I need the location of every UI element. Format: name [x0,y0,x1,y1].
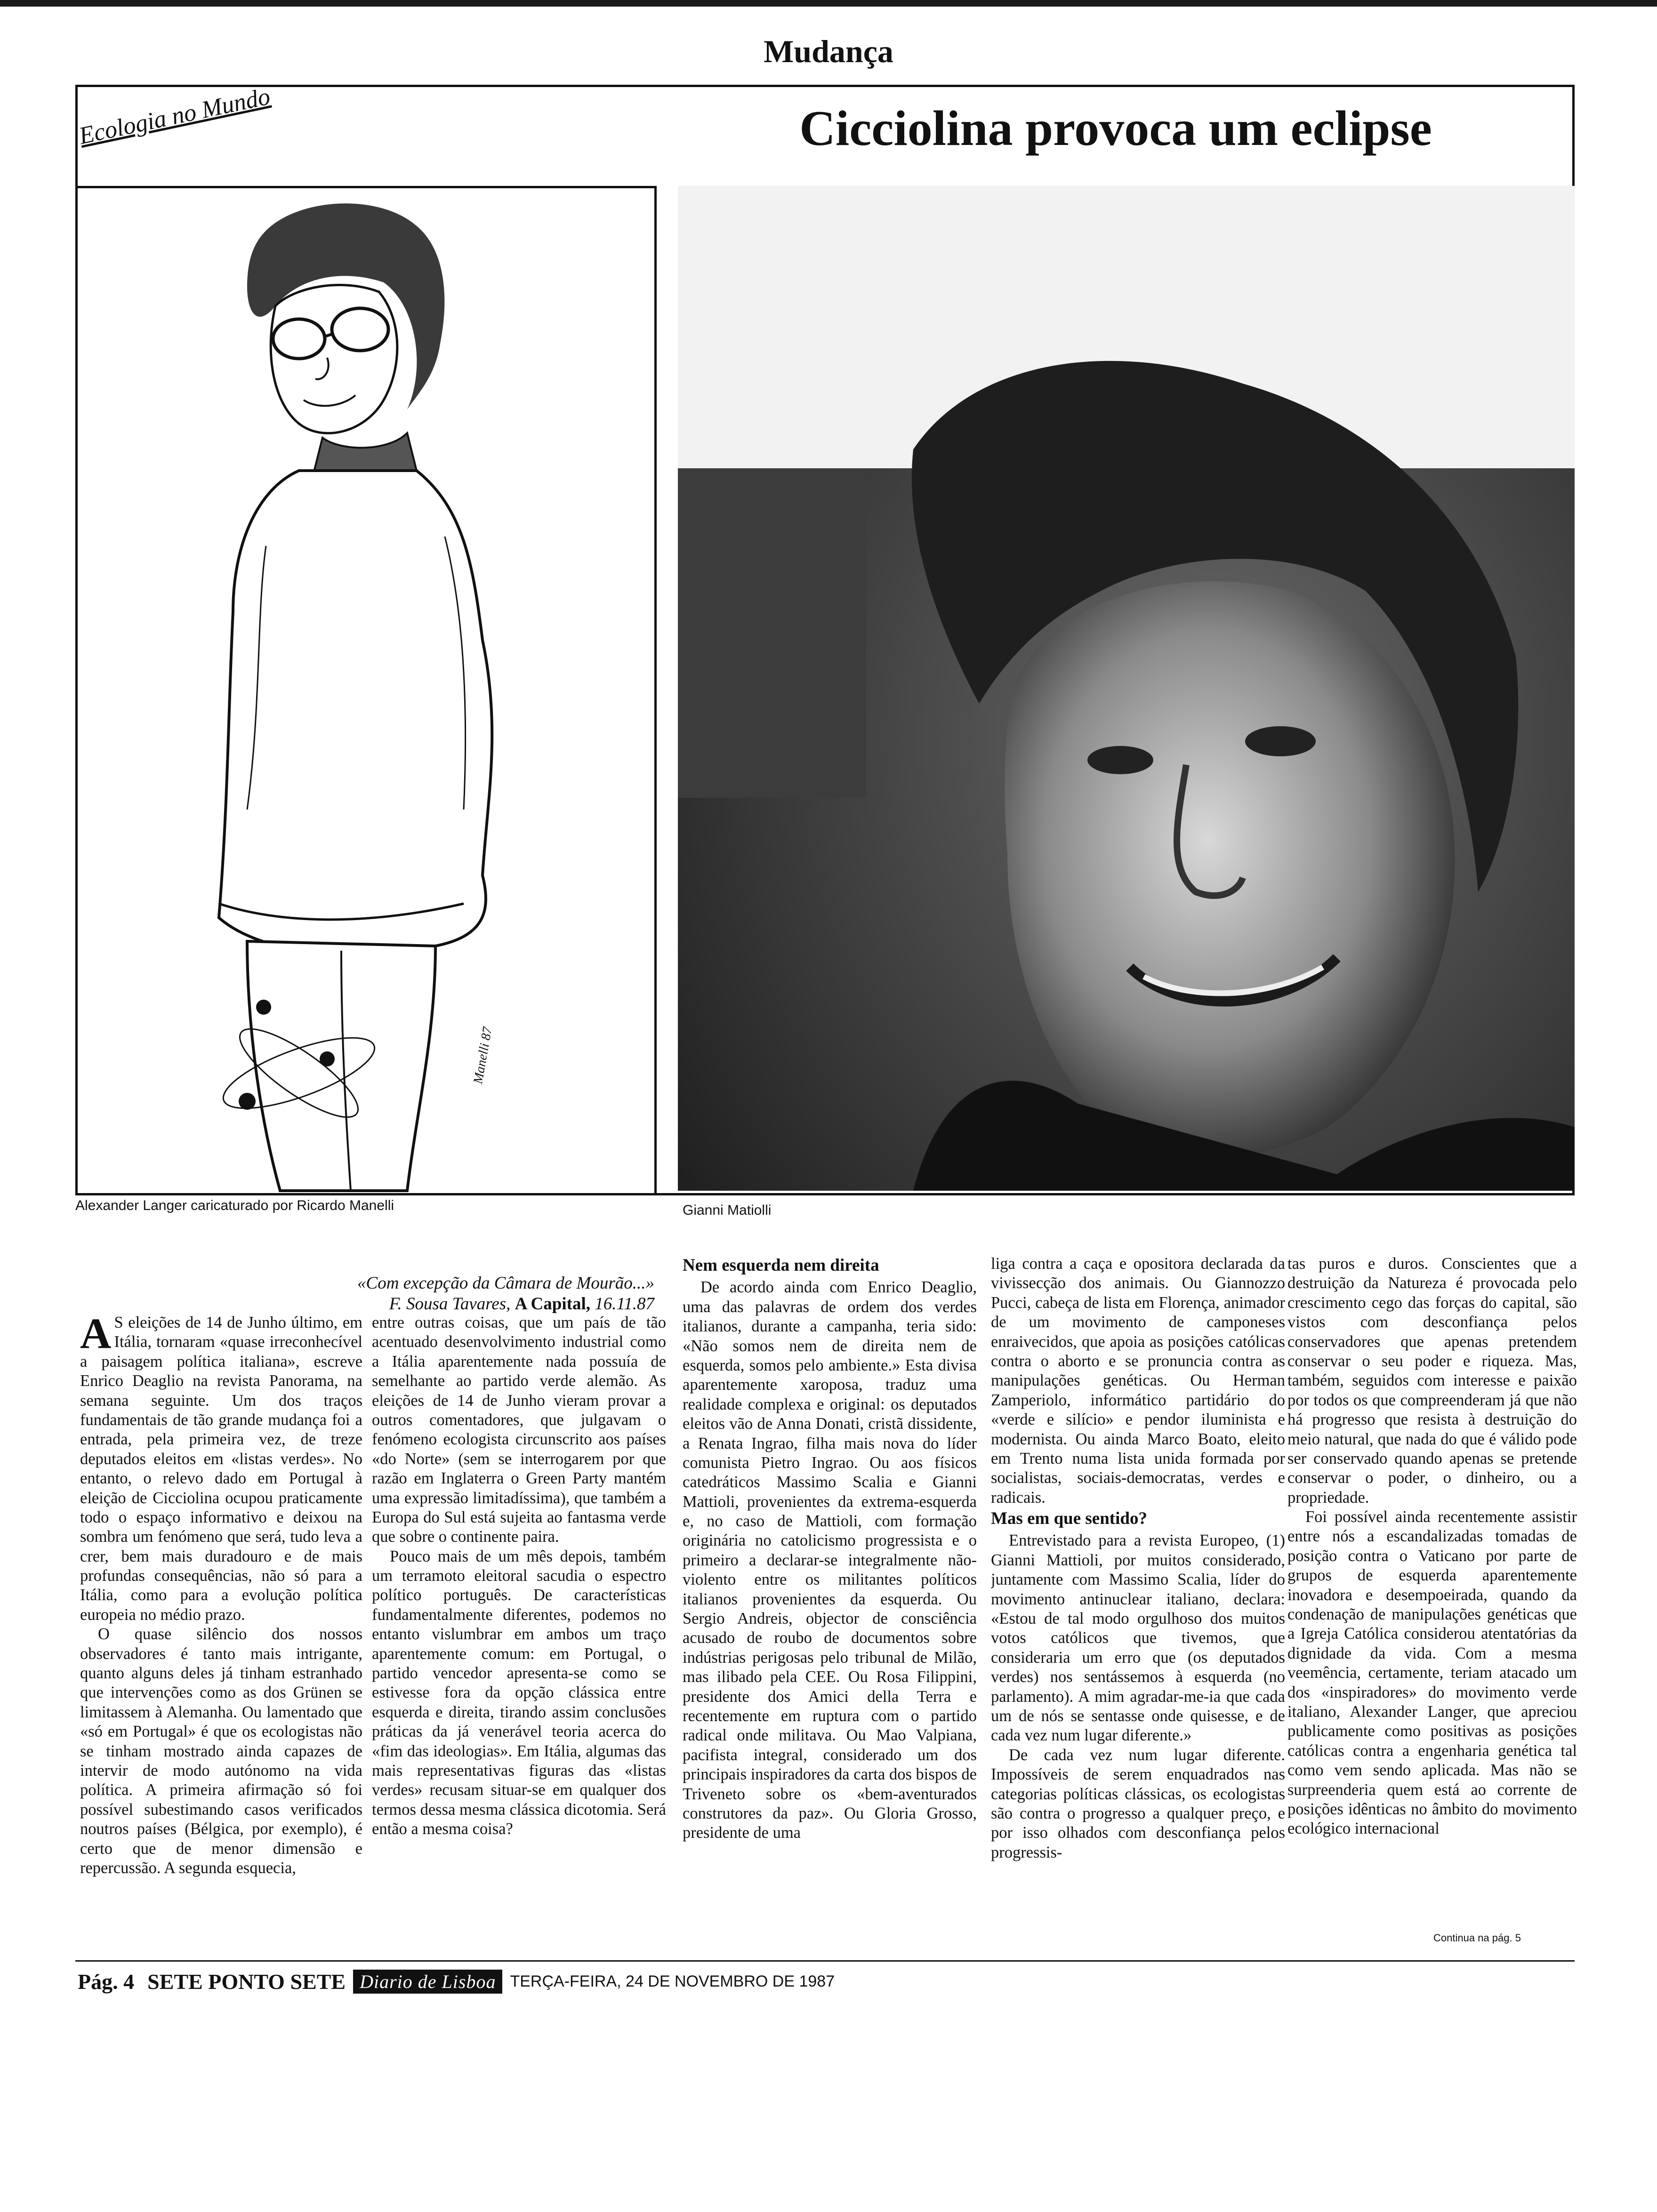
dropcap: A [80,1313,112,1357]
paragraph: entre outras coisas, que um país de tão acentuado desenvolvimento industrial como a Itália aparentemente nada possuía de semelhante ao partido verde alemão. As eleições de 14 de Junho vieram provar a outros comentadores, que julgavam o fenómeno ecologista circunscrito aos países «do Norte» (sem se interrogarem por que razão em Inglaterra o Green Party mantém uma expressão limitadíssima), que também a Europa do Sul está sujeita ao fantasma verde que sobre o continente paira. [372,1314,666,1546]
epigraph-quote [202,1273,654,1315]
paragraph: O quase silêncio dos nossos observadores é tanto mais intrigante, quanto alguns deles já tinham estranhado que intervenções como as dos Grünen se limitassem à Alemanha. Ou lamentado que «só em Portugal» é que os ecologistas não se tinham mostrado ainda capazes de intervir de modo autónomo na vida política. A primeira afirmação só foi possível subestimando casos verificados noutros países (Bélgica, por exemplo), é certo que de menor dimensão e repercussão. A segunda esquecia, [80,1625,362,1877]
top-edge-bar [0,0,1657,7]
headline: Cicciolina provoca um eclipse [799,101,1432,156]
paragraph: De acordo ainda com Enrico Deaglio, uma das palavras de ordem dos verdes italianos, durante a campanha, teria sido: «Não somos nem de direita nem de esquerda, somos pelo ambiente.» Esta divisa aparentemente xaroposa, traduz uma realidade complexa e original: os deputados eleitos vão de Anna Donati, cristã dissidente, a Renata Ingrao, filha mais nova do líder comunista Pietro Ingrao. Ou aos físicos catedráticos Massimo Scalia e Gianni Mattioli, provenientes da extrema-esquerda e, no caso de Mattioli, com formação originária no catolicismo progressista e o primeiro a declarar-se integralmente não-violento entre os militantes políticos italianos provenientes da esquerda. Ou Sergio Andreis, objector de consciência acusado de roubo de documentos sobre indústrias perigosas pelo tribunal de Milão, mas ilibado pela CEE. Ou Rosa Filippini, presidente dos Amici della Terra e recentemente em ruptura com o partido radical onde militava. Ou Mao Valpiana, pacifista integral, considerado um dos principais inspiradores da carta dos bispos de Triveneto sobre os «bem-aventurados construtores da paz». Ou Gloria Grosso, presidente de uma [683,1278,977,1842]
epigraph-attribution [202,1294,654,1314]
subheading: Mas em que sentido? [991,1509,1147,1529]
epigraph-author: F. Sousa Tavares, [389,1294,511,1314]
epigraph-date: 16.11.87 [595,1294,654,1314]
paragraph-text: S eleições de 14 de Junho último, em Itália, tornaram «quase irreconhecível a paisagem política italiana», escreve Enrico Deaglio na revista Panorama, na semana seguinte. Um dos traços fundamentais de tão grande mudança foi a entrada, pela primeira vez, de treze deputados eleitos em «listas verdes». No entanto, o relevo dado em Portugal à eleição de Cicciolina ocupou praticamente todo o espaço informativo e deixou na sombra um fenómeno que será, tudo leva a crer, bem mais duradouro e de mais profundas consequências, não só para a Itália, como para a evolução política europeia no médio prazo. [80,1314,362,1624]
article-column-1 [80,1313,362,1953]
paragraph: liga contra a caça e opositora declarada da vivissecção dos animais. Ou Giannozzo Pucci, cabeça de lista em Florença, animador de um movimento de camponeses enraivecidos, que apoia as posições católicas contra o aborto e se pronuncia contra as manipulações genéticas. Ou Herman Zamperiolo, informático partidário do «verde e silício» e pendor iluminista e modernista. Ou ainda Marco Boato, eleito em Trento numa lista unida formada por socialistas, sociais-democratas, verdes e radicais. [991,1255,1285,1507]
article-column-3 [683,1254,977,1953]
article-column-2 [372,1313,666,1953]
kicker-label: Ecologia no Mundo [76,83,273,150]
footer-rule [75,1960,1575,1962]
illustration-signature: Manelli 87 [471,1026,495,1085]
newspaper-masthead: Diario de Lisboa [353,1970,502,1994]
caption-illustration: Alexander Langer caricaturado por Ricardo Manelli [75,1198,394,1213]
section-title: Mudança [764,33,893,69]
paragraph: Pouco mais de um mês depois, também um terramoto eleitoral sacudia o espectro político português. De características fundamentalmente diferentes, podemos no entanto vislumbrar em ambos um traço aparentemente comum: em Portugal, o partido vencedor apresenta-se como se estivesse fora da opção clássica entre esquerda e direita, tirando assim conclusões práticas da já venerável teoria acerca do «fim das ideologias». Em Itália, algumas das mais representativas figuras das «listas verdes» recusam situar-se em qualquer dos termos dessa mesma clássica dicotomia. Será então a mesma coisa? [372,1547,666,1838]
portrait-photo [678,186,1575,1191]
paragraph: De cada vez num lugar diferente. Impossíveis de serem enquadrados nas categorias políticas clássicas, os ecologistas são contra o progresso a qualquer preço, e por isso olhados com desconfiança pelos progressis- [991,1746,1285,1861]
paragraph: tas puros e duros. Conscientes que a destruição da Natureza é provocada pelo crescimento cego das forças do capital, são vistos com desconfiança pelos conservadores que apenas pretendem conservar o seu poder e riqueza. Mas, também, seguidos com interesse e paixão por todos os que compreenderam já que não há progresso que resista à destruição do meio natural, que nada do que é válido pode ser conservado quando apenas se pretende conservar o poder, o dinheiro, ou a propriedade. [1287,1255,1577,1507]
issue-date: TERÇA-FEIRA, 24 DE NOVEMBRO DE 1987 [510,1972,835,1990]
paragraph: Foi possível ainda recentemente assistir entre nós a escandalizadas tomadas de posição contra o Vaticano por parte de grupos de esquerda aparentemente inovadora e desempoeirada, quando da condenação de manipulações genéticas que a Igreja Católica considerou atentatórias da dignidade da vida. Com a mesma veemência, certamente, teriam atacado um dos «inspiradores» do movimento verde italiano, Alexander Langer, que apreciou publicamente como positivas as posições católicas contra a engenharia genética tal como vem sendo aplicada. Mas não se surpreenderia quem está ao corrente de posições idênticas no âmbito do movimento ecológico internacional [1287,1508,1577,1838]
epigraph-source: A Capital, [515,1294,590,1314]
continued-note: Continua na pág. 5 [1433,1932,1521,1944]
caricature-illustration [75,186,657,1195]
article-column-5 [1287,1254,1577,1932]
caption-photo: Gianni Matiolli [683,1202,772,1218]
supplement-name: SETE PONTO SETE [147,1969,346,1994]
page-footer [78,1967,835,1996]
subheading: Nem esquerda nem direita [683,1256,879,1275]
article-column-4 [991,1254,1285,1953]
page-number: Pág. 4 [78,1969,135,1994]
caricature-drawing [78,188,654,1193]
portrait-photo-image [678,186,1575,1191]
paragraph [80,1313,362,1625]
epigraph-text: «Com excepção da Câmara de Mourão...» [357,1274,654,1293]
paragraph: Entrevistado para a revista Europeo, (1) Gianni Mattioli, por muitos considerado, juntamente com Massimo Scalia, líder do movimento antinuclear italiano, declara: «Estou de tal modo orgulhoso dos muitos votos católicos que tivemos, que consideraria um erro que (os deputados verdes) nos sentássemos à esquerda (no parlamento). A mim agradar-me-ia que cada um de nós se sentasse onde quisesse, e de cada vez num lugar diferente.» [991,1531,1285,1745]
